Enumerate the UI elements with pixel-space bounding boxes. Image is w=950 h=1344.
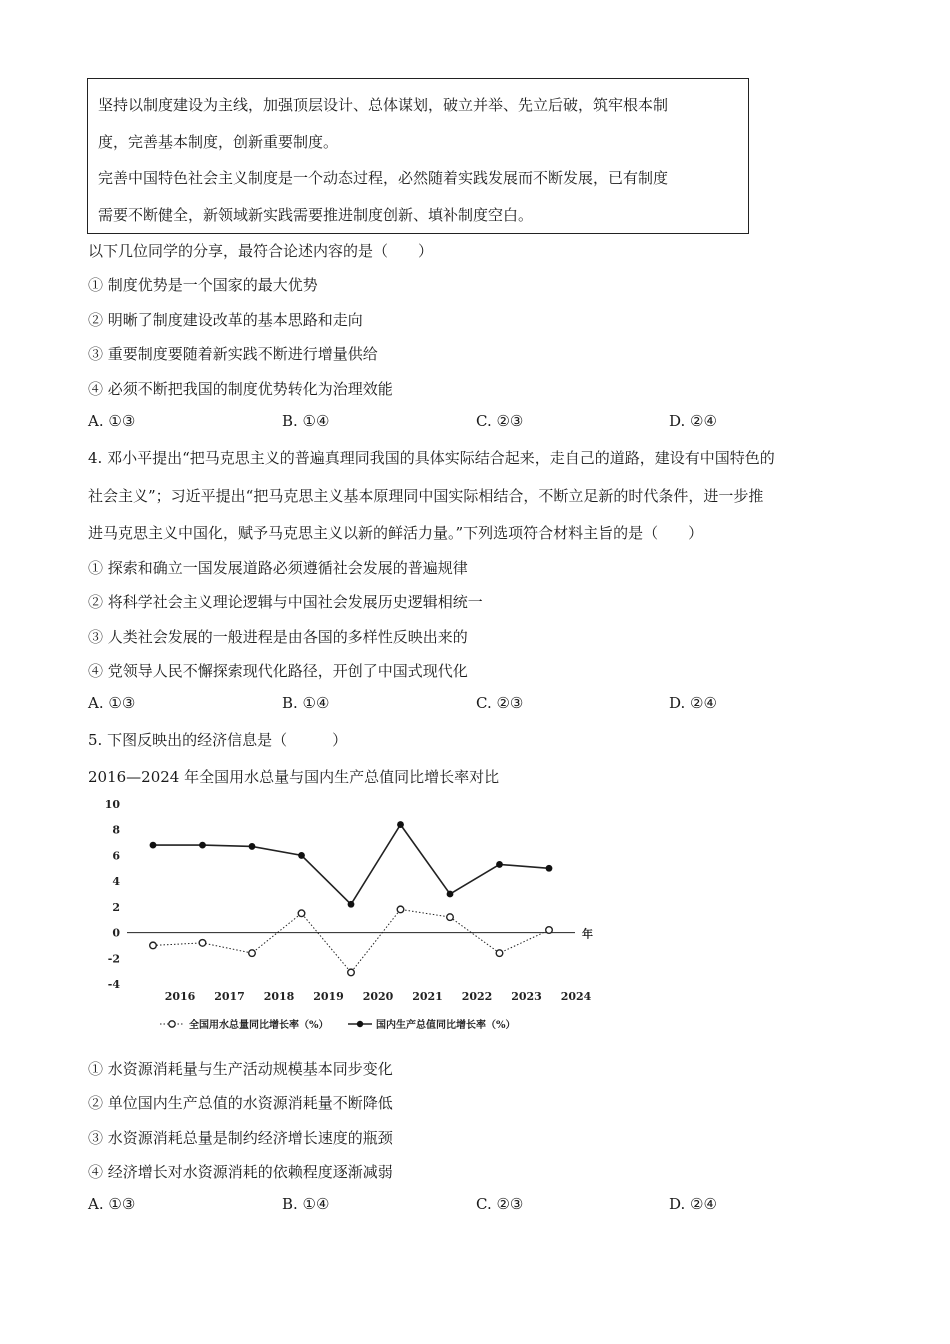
q4-stem-line-3: 进马克思主义中国化，赋予马克思主义以新的鲜活力量。”下列选项符合材料主旨的是（ ） xyxy=(88,524,704,542)
material-paragraph: 需要不断健全，新领域新实践需要推进制度创新、填补制度空白。 xyxy=(98,205,534,224)
y-tick-label: 4 xyxy=(112,875,120,889)
water-usage-point xyxy=(199,940,206,947)
x-tick-label: 2024 xyxy=(560,990,592,1003)
material-paragraph: 度，完善基本制度，创新重要制度。 xyxy=(98,132,339,151)
gdp-point xyxy=(249,843,256,850)
legend-gdp-label: 国内生产总值同比增长率（%） xyxy=(376,1020,516,1031)
gdp-point xyxy=(496,861,503,868)
y-tick-label: 2 xyxy=(112,900,120,914)
x-tick-label: 2016 xyxy=(164,990,196,1003)
legend-water-label: 全国用水总量同比增长率（%） xyxy=(189,1020,329,1031)
water-usage-point xyxy=(546,927,553,934)
gdp-point xyxy=(298,852,305,859)
gdp-point xyxy=(150,842,157,849)
q5-item-2: ② 单位国内生产总值的水资源消耗量不断降低 xyxy=(88,1094,393,1112)
q4-option-c[interactable]: C. ②③ xyxy=(476,694,524,712)
x-tick-label: 2018 xyxy=(263,990,295,1003)
q4-item-2: ② 将科学社会主义理论逻辑与中国社会发展历史逻辑相统一 xyxy=(88,593,483,611)
x-tick-label: 2022 xyxy=(461,990,493,1003)
q5-item-1: ① 水资源消耗量与生产活动规模基本同步变化 xyxy=(88,1060,393,1078)
q3-option-d[interactable]: D. ②④ xyxy=(669,412,717,430)
line-chart xyxy=(80,792,610,1040)
q3-item-3: ③ 重要制度要随着新实践不断进行增量供给 xyxy=(88,345,378,363)
gdp-point xyxy=(199,842,206,849)
water-usage-series-line xyxy=(153,909,549,972)
q5-item-3: ③ 水资源消耗总量是制约经济增长速度的瓶颈 xyxy=(88,1129,393,1147)
gdp-point xyxy=(546,865,553,872)
q5-option-b[interactable]: B. ①④ xyxy=(282,1195,330,1213)
legend-gdp-marker xyxy=(357,1021,363,1027)
q3-option-b[interactable]: B. ①④ xyxy=(282,412,330,430)
legend-water-marker xyxy=(169,1021,175,1027)
gdp-series-line xyxy=(153,825,549,905)
q4-item-3: ③ 人类社会发展的一般进程是由各国的多样性反映出来的 xyxy=(88,628,468,646)
y-tick-label: -4 xyxy=(107,978,120,991)
q4-stem-line-1: 4. 邓小平提出“把马克思主义的普遍真理同我国的具体实际结合起来，走自己的道路，建设有中国特色的 xyxy=(88,449,775,467)
material-paragraph: 坚持以制度建设为主线，加强顶层设计、总体谋划，破立并举、先立后破，筑牢根本制 xyxy=(98,96,669,114)
q3-item-4: ④ 必须不断把我国的制度优势转化为治理效能 xyxy=(88,380,393,398)
q4-item-4: ④ 党领导人民不懈探索现代化路径，开创了中国式现代化 xyxy=(88,662,468,680)
q5-stem: 5. 下图反映出的经济信息是（ ） xyxy=(88,731,348,749)
water-usage-point xyxy=(447,914,454,921)
water-usage-point xyxy=(348,969,355,976)
q3-option-c[interactable]: C. ②③ xyxy=(476,412,524,430)
y-tick-label: -2 xyxy=(107,952,120,966)
q5-item-4: ④ 经济增长对水资源消耗的依赖程度逐渐减弱 xyxy=(88,1163,393,1181)
q4-option-d[interactable]: D. ②④ xyxy=(669,694,717,712)
q5-option-d[interactable]: D. ②④ xyxy=(669,1195,717,1213)
q4-option-a[interactable]: A. ①③ xyxy=(88,694,136,712)
material-paragraph: 完善中国特色社会主义制度是一个动态过程，必然随着实践发展而不断发展，已有制度 xyxy=(98,169,669,187)
q3-item-2: ② 明晰了制度建设改革的基本思路和走向 xyxy=(88,311,363,329)
q3-option-a[interactable]: A. ①③ xyxy=(88,412,136,430)
q4-item-1: ① 探索和确立一国发展道路必须遵循社会发展的普遍规律 xyxy=(88,559,468,577)
q4-stem-line-2: 社会主义”；习近平提出“把马克思主义基本原理同中国实际相结合，不断立足新的时代条件，进一步推 xyxy=(88,487,764,505)
gdp-point xyxy=(397,821,404,828)
chart-title: 2016—2024 年全国用水总量与国内生产总值同比增长率对比 xyxy=(88,768,500,786)
gdp-point xyxy=(348,901,355,908)
y-tick-label: 0 xyxy=(112,926,120,940)
q5-option-c[interactable]: C. ②③ xyxy=(476,1195,524,1213)
water-usage-point xyxy=(249,950,256,957)
water-usage-point xyxy=(150,942,157,949)
material-box xyxy=(87,78,749,234)
q3-stem: 以下几位同学的分享，最符合论述内容的是（ ） xyxy=(88,242,434,260)
water-usage-point xyxy=(397,906,404,913)
gdp-point xyxy=(447,891,454,898)
y-tick-label: 6 xyxy=(112,849,120,863)
water-usage-point xyxy=(496,950,503,957)
water-usage-point xyxy=(298,910,305,917)
x-tick-label: 2019 xyxy=(313,990,344,1003)
x-axis-label: 年 xyxy=(582,927,593,941)
x-tick-label: 2021 xyxy=(412,990,443,1003)
y-tick-label: 10 xyxy=(104,798,120,811)
x-tick-label: 2023 xyxy=(511,990,542,1003)
x-tick-label: 2017 xyxy=(214,990,245,1003)
x-tick-label: 2020 xyxy=(362,990,394,1003)
y-tick-label: 8 xyxy=(112,823,120,837)
q4-option-b[interactable]: B. ①④ xyxy=(282,694,330,712)
q5-option-a[interactable]: A. ①③ xyxy=(88,1195,136,1213)
q3-item-1: ① 制度优势是一个国家的最大优势 xyxy=(88,276,318,294)
